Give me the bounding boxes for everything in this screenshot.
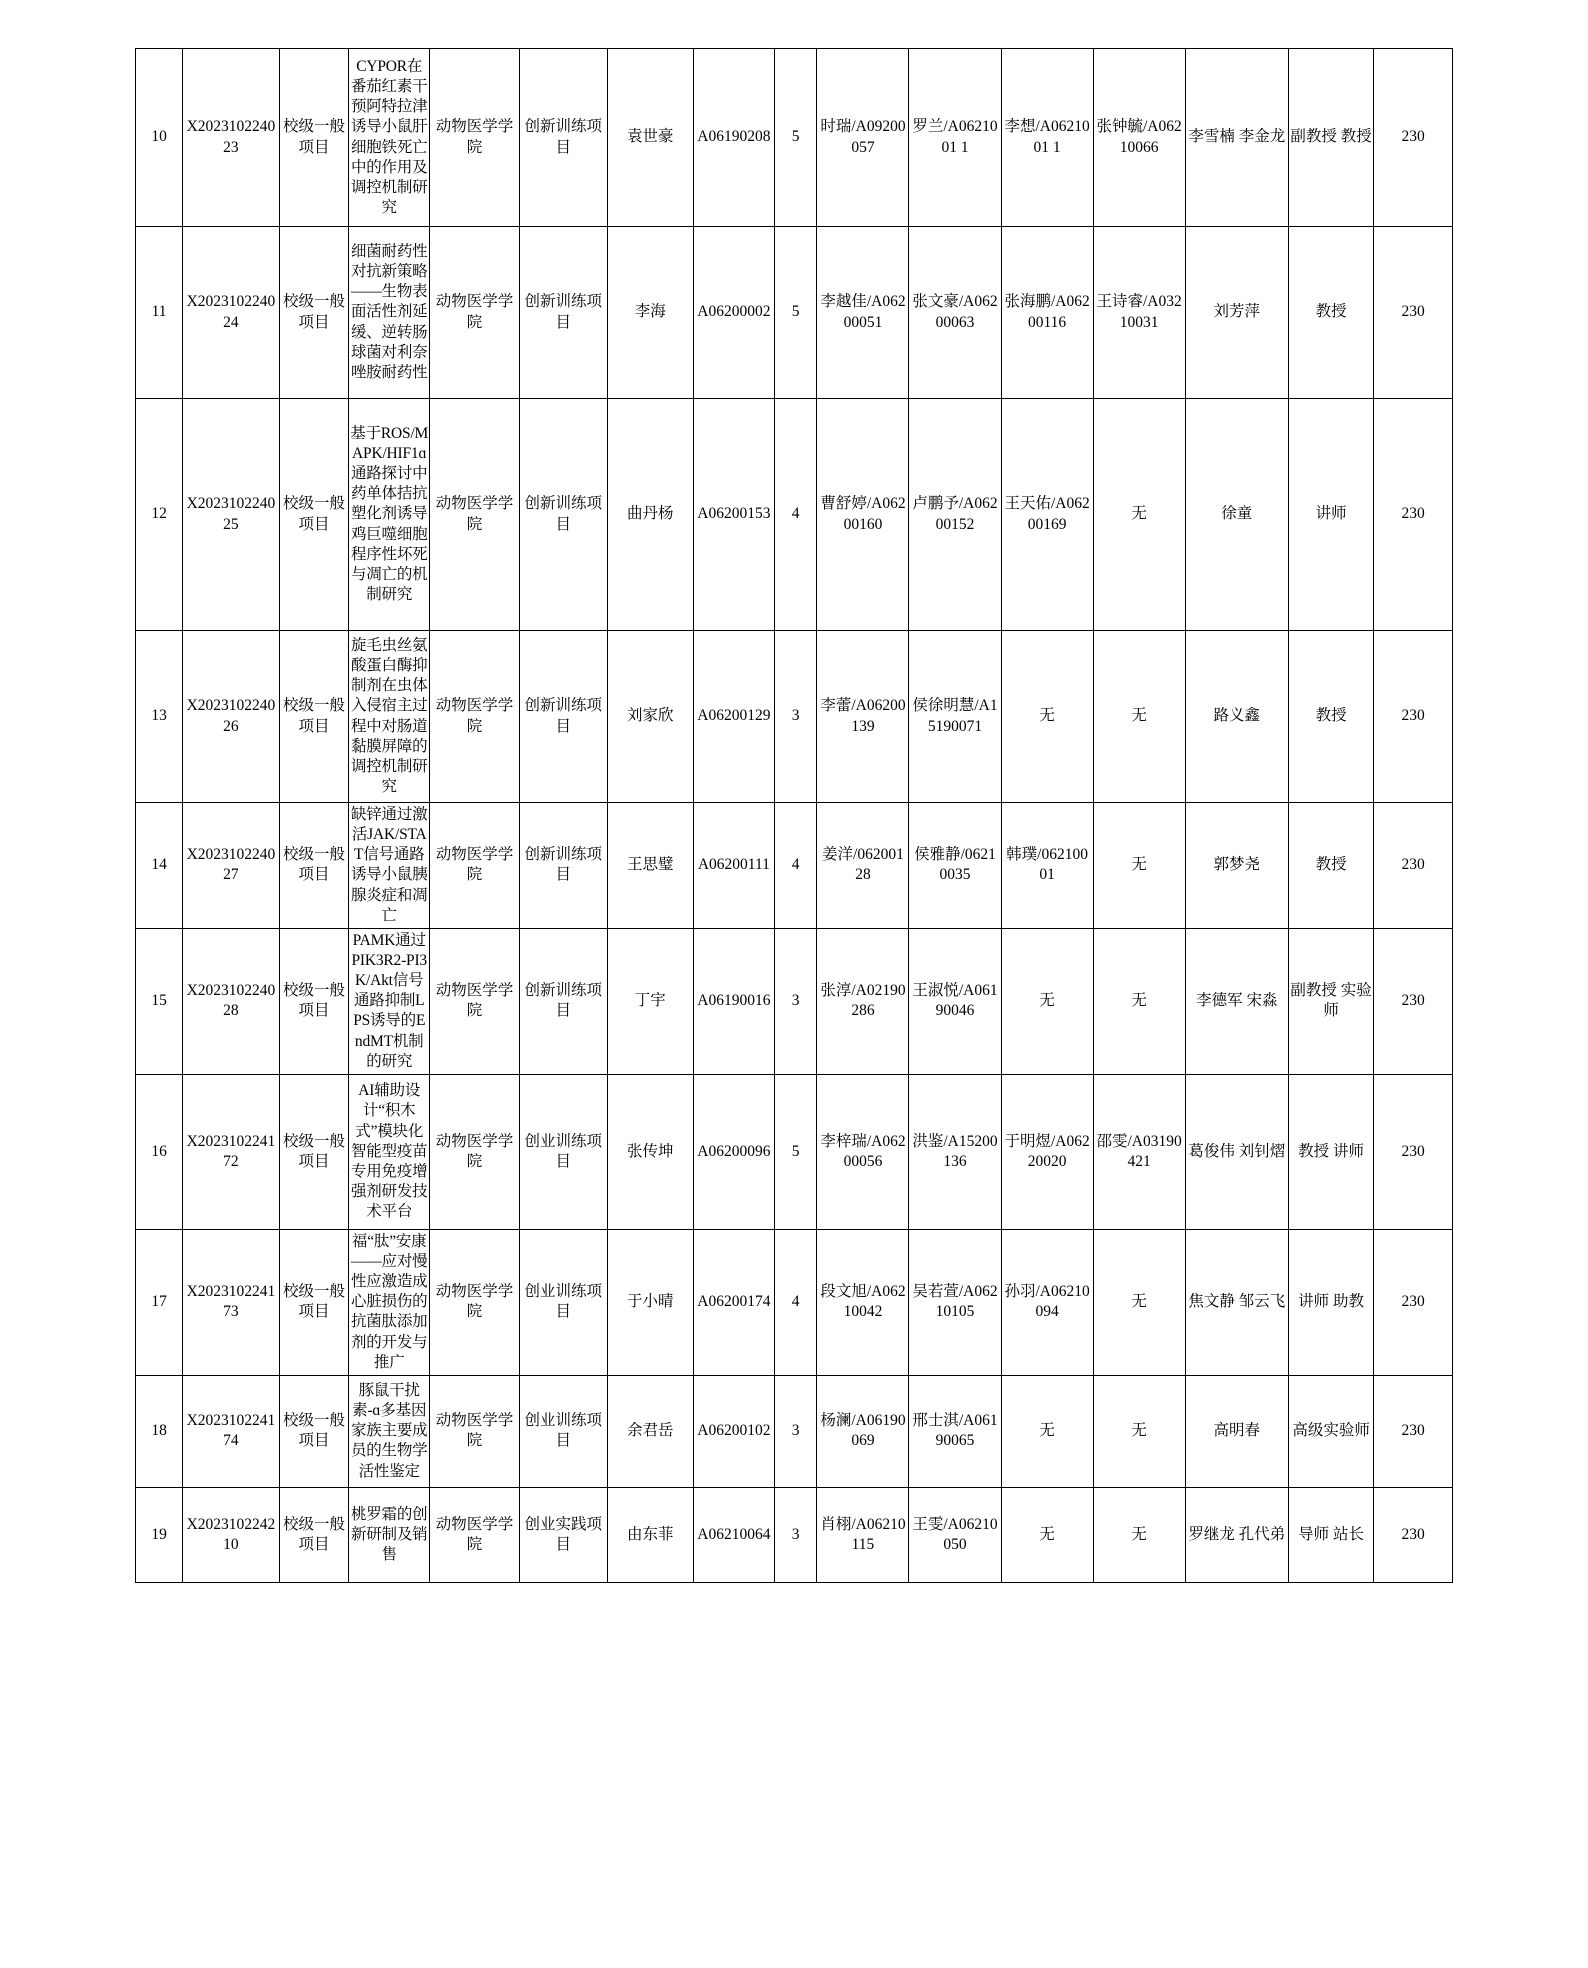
funding-amount: 230 — [1374, 1074, 1453, 1229]
leader-id: A06190016 — [693, 928, 774, 1074]
member-4: 无 — [1093, 399, 1185, 631]
project-title: CYPOR在番茄红素干预阿特拉津诱导小鼠肝细胞铁死亡中的作用及调控机制研究 — [349, 49, 430, 227]
funding-amount: 230 — [1374, 1375, 1453, 1487]
member-4: 邵雯/A03190421 — [1093, 1074, 1185, 1229]
table-row — [136, 928, 1453, 1074]
member-1: 曹舒婷/A06200160 — [817, 399, 909, 631]
project-type: 创新训练项目 — [519, 227, 607, 399]
member-2: 吴若萱/A06210105 — [909, 1229, 1001, 1375]
project-level: 校级一般项目 — [279, 1074, 349, 1229]
member-3: 无 — [1001, 1487, 1093, 1582]
member-1: 李蕾/A06200139 — [817, 631, 909, 803]
member-3: 无 — [1001, 631, 1093, 803]
member-3: 张海鹏/A06200116 — [1001, 227, 1093, 399]
leader-id: A06200002 — [693, 227, 774, 399]
row-number: 13 — [136, 631, 183, 803]
advisor-title: 教授 讲师 — [1288, 1074, 1373, 1229]
member-1: 段文旭/A06210042 — [817, 1229, 909, 1375]
member-3: 王天佑/A06200169 — [1001, 399, 1093, 631]
member-4: 张钟毓/A06210066 — [1093, 49, 1185, 227]
member-2: 张文豪/A06200063 — [909, 227, 1001, 399]
project-title: 细菌耐药性对抗新策略——生物表面活性剂延缓、逆转肠球菌对利奈唑胺耐药性 — [349, 227, 430, 399]
member-4: 无 — [1093, 631, 1185, 803]
member-2: 洪鉴/A15200136 — [909, 1074, 1001, 1229]
leader-name: 刘家欣 — [607, 631, 693, 803]
leader-id: A06200129 — [693, 631, 774, 803]
project-id: X202310224028 — [183, 928, 280, 1074]
member-4: 无 — [1093, 1487, 1185, 1582]
member-count: 4 — [774, 399, 817, 631]
project-type: 创业训练项目 — [519, 1375, 607, 1487]
project-type: 创新训练项目 — [519, 49, 607, 227]
member-4: 无 — [1093, 803, 1185, 929]
advisor-name: 葛俊伟 刘钊熠 — [1185, 1074, 1288, 1229]
table-row — [136, 1375, 1453, 1487]
row-number: 10 — [136, 49, 183, 227]
project-id: X202310224025 — [183, 399, 280, 631]
row-number: 11 — [136, 227, 183, 399]
college: 动物医学学院 — [430, 399, 520, 631]
funding-amount: 230 — [1374, 49, 1453, 227]
member-1: 李梓瑞/A06200056 — [817, 1074, 909, 1229]
project-type: 创业实践项目 — [519, 1487, 607, 1582]
table-row — [136, 399, 1453, 631]
project-type: 创新训练项目 — [519, 803, 607, 929]
member-count: 3 — [774, 631, 817, 803]
leader-id: A06200111 — [693, 803, 774, 929]
member-2: 罗兰/A0621001 1 — [909, 49, 1001, 227]
member-3: 无 — [1001, 928, 1093, 1074]
member-1: 肖栩/A06210115 — [817, 1487, 909, 1582]
project-id: X202310224024 — [183, 227, 280, 399]
project-title: 福“肽”安康——应对慢性应激造成心脏损伤的抗菌肽添加剂的开发与推广 — [349, 1229, 430, 1375]
advisor-name: 徐童 — [1185, 399, 1288, 631]
table-row — [136, 1229, 1453, 1375]
college: 动物医学学院 — [430, 631, 520, 803]
leader-name: 曲丹杨 — [607, 399, 693, 631]
project-id: X202310224210 — [183, 1487, 280, 1582]
leader-id: A06190208 — [693, 49, 774, 227]
member-2: 卢鹏予/A06200152 — [909, 399, 1001, 631]
row-number: 17 — [136, 1229, 183, 1375]
table-row — [136, 803, 1453, 929]
row-number: 12 — [136, 399, 183, 631]
member-3: 孙羽/A06210094 — [1001, 1229, 1093, 1375]
project-level: 校级一般项目 — [279, 227, 349, 399]
member-count: 3 — [774, 1487, 817, 1582]
advisor-title: 讲师 助教 — [1288, 1229, 1373, 1375]
advisor-title: 讲师 — [1288, 399, 1373, 631]
member-2: 侯徐明慧/A15190071 — [909, 631, 1001, 803]
project-level: 校级一般项目 — [279, 631, 349, 803]
member-count: 3 — [774, 1375, 817, 1487]
row-number: 14 — [136, 803, 183, 929]
project-id: X202310224027 — [183, 803, 280, 929]
leader-id: A06200096 — [693, 1074, 774, 1229]
college: 动物医学学院 — [430, 928, 520, 1074]
advisor-title: 导师 站长 — [1288, 1487, 1373, 1582]
project-level: 校级一般项目 — [279, 49, 349, 227]
member-4: 无 — [1093, 1375, 1185, 1487]
project-type: 创业训练项目 — [519, 1074, 607, 1229]
project-type: 创业训练项目 — [519, 1229, 607, 1375]
project-title: 桃罗霜的创新研制及销售 — [349, 1487, 430, 1582]
project-title: 豚鼠干扰素-ɑ多基因家族主要成员的生物学活性鉴定 — [349, 1375, 430, 1487]
advisor-name: 李雪楠 李金龙 — [1185, 49, 1288, 227]
row-number: 19 — [136, 1487, 183, 1582]
project-id: X202310224173 — [183, 1229, 280, 1375]
table-row — [136, 49, 1453, 227]
table-row — [136, 1487, 1453, 1582]
advisor-title: 教授 — [1288, 803, 1373, 929]
advisor-title: 教授 — [1288, 631, 1373, 803]
project-title: 基于ROS/MAPK/HIF1ɑ通路探讨中药单体拮抗塑化剂诱导鸡巨噬细胞程序性坏死与凋亡的机制研究 — [349, 399, 430, 631]
project-type: 创新训练项目 — [519, 399, 607, 631]
project-type: 创新训练项目 — [519, 928, 607, 1074]
advisor-title: 副教授 教授 — [1288, 49, 1373, 227]
project-title: 旋毛虫丝氨酸蛋白酶抑制剂在虫体入侵宿主过程中对肠道黏膜屏障的调控机制研究 — [349, 631, 430, 803]
college: 动物医学学院 — [430, 1229, 520, 1375]
member-1: 姜洋/06200128 — [817, 803, 909, 929]
project-title: 缺锌通过激活JAK/STAT信号通路诱导小鼠胰腺炎症和凋亡 — [349, 803, 430, 929]
leader-name: 袁世豪 — [607, 49, 693, 227]
member-2: 邢士淇/A06190065 — [909, 1375, 1001, 1487]
advisor-name: 罗继龙 孔代弟 — [1185, 1487, 1288, 1582]
funding-amount: 230 — [1374, 1487, 1453, 1582]
advisor-name: 路义鑫 — [1185, 631, 1288, 803]
member-1: 杨澜/A06190069 — [817, 1375, 909, 1487]
member-3: 李想/A0621001 1 — [1001, 49, 1093, 227]
advisor-title: 高级实验师 — [1288, 1375, 1373, 1487]
funding-amount: 230 — [1374, 399, 1453, 631]
member-count: 5 — [774, 227, 817, 399]
member-1: 张淳/A02190286 — [817, 928, 909, 1074]
leader-name: 王思璧 — [607, 803, 693, 929]
project-id: X202310224172 — [183, 1074, 280, 1229]
college: 动物医学学院 — [430, 1074, 520, 1229]
project-id: X202310224026 — [183, 631, 280, 803]
advisor-name: 焦文静 邹云飞 — [1185, 1229, 1288, 1375]
college: 动物医学学院 — [430, 227, 520, 399]
member-count: 3 — [774, 928, 817, 1074]
college: 动物医学学院 — [430, 803, 520, 929]
project-level: 校级一般项目 — [279, 928, 349, 1074]
member-1: 时瑞/A09200057 — [817, 49, 909, 227]
funding-amount: 230 — [1374, 227, 1453, 399]
leader-id: A06210064 — [693, 1487, 774, 1582]
row-number: 15 — [136, 928, 183, 1074]
advisor-name: 李德军 宋淼 — [1185, 928, 1288, 1074]
member-1: 李越佳/A06200051 — [817, 227, 909, 399]
leader-name: 由东菲 — [607, 1487, 693, 1582]
project-title: AI辅助设计“积木式”模块化智能型疫苗专用免疫增强剂研发技术平台 — [349, 1074, 430, 1229]
funding-amount: 230 — [1374, 803, 1453, 929]
row-number: 16 — [136, 1074, 183, 1229]
project-level: 校级一般项目 — [279, 803, 349, 929]
member-count: 4 — [774, 1229, 817, 1375]
college: 动物医学学院 — [430, 1375, 520, 1487]
leader-id: A06200153 — [693, 399, 774, 631]
leader-id: A06200174 — [693, 1229, 774, 1375]
advisor-name: 刘芳萍 — [1185, 227, 1288, 399]
leader-id: A06200102 — [693, 1375, 774, 1487]
project-level: 校级一般项目 — [279, 399, 349, 631]
project-type: 创新训练项目 — [519, 631, 607, 803]
project-title: PAMK通过PIK3R2-PI3K/Akt信号通路抑制LPS诱导的EndMT机制的研究 — [349, 928, 430, 1074]
member-2: 王淑悦/A06190046 — [909, 928, 1001, 1074]
college: 动物医学学院 — [430, 1487, 520, 1582]
funding-amount: 230 — [1374, 1229, 1453, 1375]
row-number: 18 — [136, 1375, 183, 1487]
member-4: 无 — [1093, 928, 1185, 1074]
project-list-table — [135, 48, 1453, 1583]
advisor-title: 副教授 实验师 — [1288, 928, 1373, 1074]
leader-name: 张传坤 — [607, 1074, 693, 1229]
funding-amount: 230 — [1374, 928, 1453, 1074]
table-row — [136, 631, 1453, 803]
member-count: 5 — [774, 49, 817, 227]
member-4: 无 — [1093, 1229, 1185, 1375]
member-2: 王雯/A06210050 — [909, 1487, 1001, 1582]
advisor-name: 郭梦尧 — [1185, 803, 1288, 929]
leader-name: 李海 — [607, 227, 693, 399]
member-4: 王诗睿/A03210031 — [1093, 227, 1185, 399]
funding-amount: 230 — [1374, 631, 1453, 803]
member-count: 5 — [774, 1074, 817, 1229]
table-row — [136, 1074, 1453, 1229]
college: 动物医学学院 — [430, 49, 520, 227]
leader-name: 于小晴 — [607, 1229, 693, 1375]
advisor-title: 教授 — [1288, 227, 1373, 399]
member-3: 无 — [1001, 1375, 1093, 1487]
advisor-name: 高明春 — [1185, 1375, 1288, 1487]
leader-name: 余君岳 — [607, 1375, 693, 1487]
project-level: 校级一般项目 — [279, 1487, 349, 1582]
member-3: 韩璞/06210001 — [1001, 803, 1093, 929]
project-id: X202310224023 — [183, 49, 280, 227]
leader-name: 丁宇 — [607, 928, 693, 1074]
member-count: 4 — [774, 803, 817, 929]
project-id: X202310224174 — [183, 1375, 280, 1487]
project-level: 校级一般项目 — [279, 1375, 349, 1487]
member-2: 侯雅静/06210035 — [909, 803, 1001, 929]
project-level: 校级一般项目 — [279, 1229, 349, 1375]
member-3: 于明煜/A06220020 — [1001, 1074, 1093, 1229]
table-row — [136, 227, 1453, 399]
